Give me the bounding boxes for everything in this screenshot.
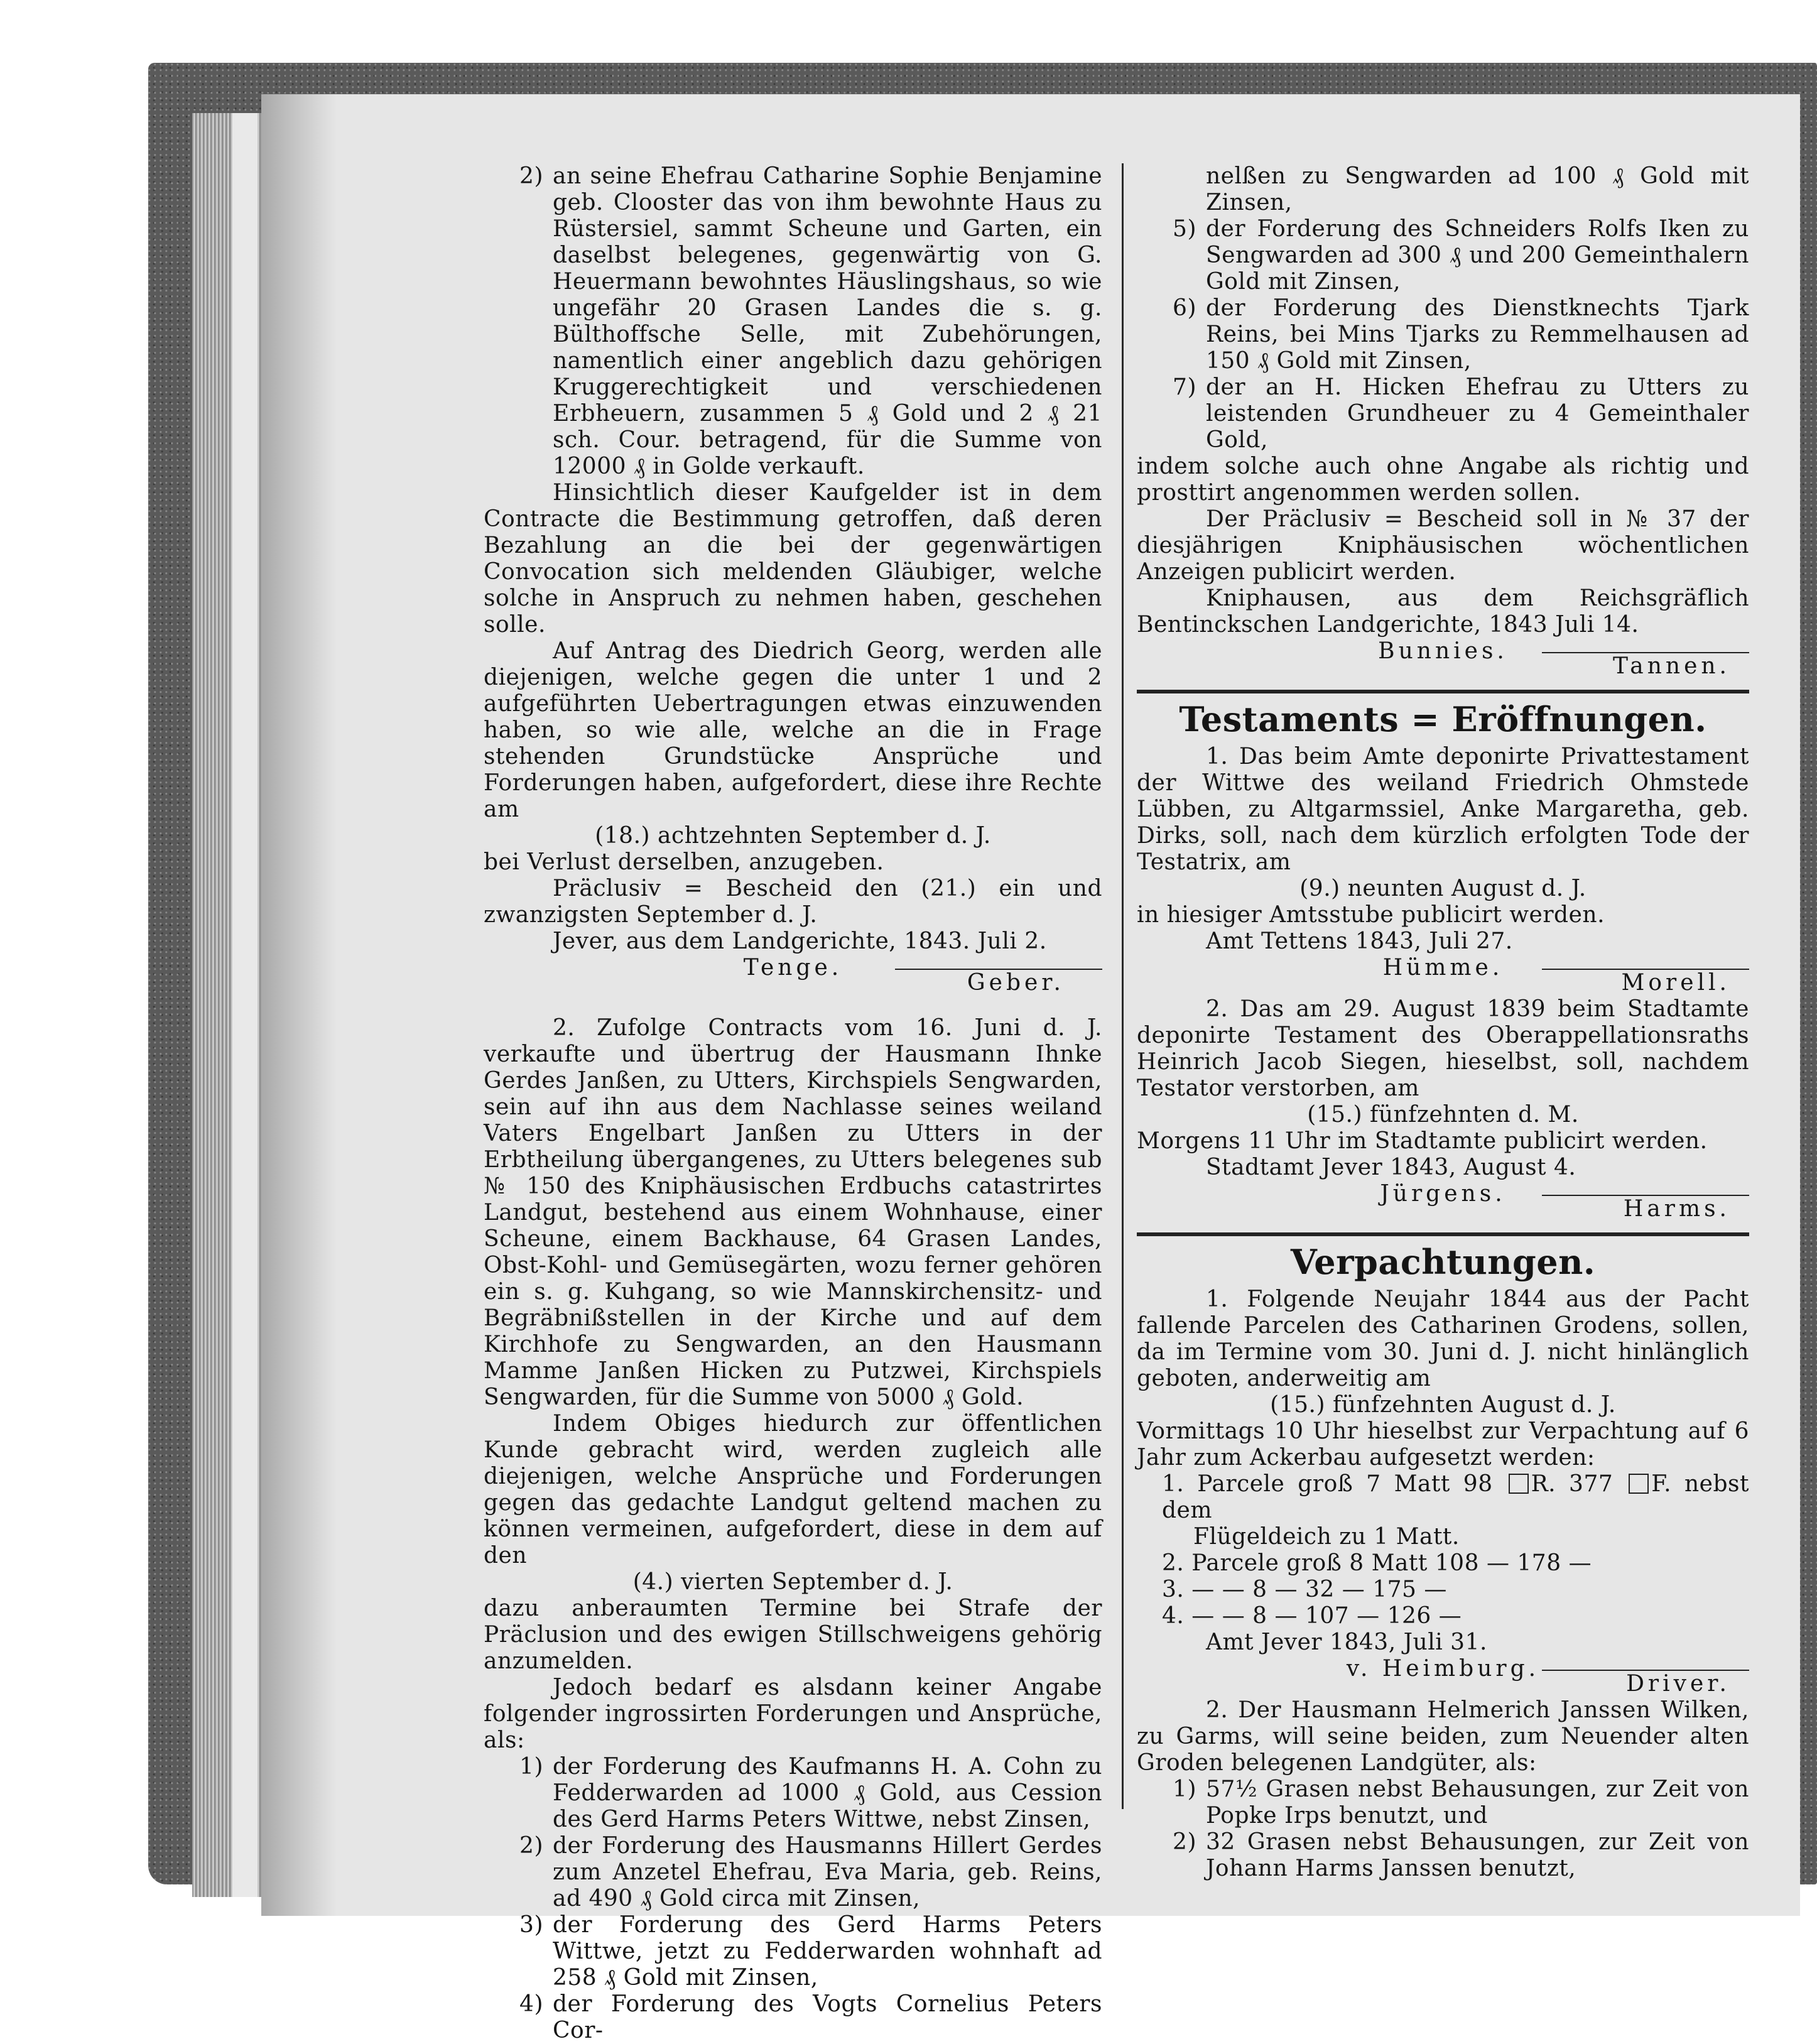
paragraph: dazu anberaumten Termine bei Strafe der Präclusion und des ewigen Stillschweigens gehörig anzumelden. xyxy=(484,1596,1102,1674)
list-item: 4) der Forderung des Vogts Cornelius Peters Cor- xyxy=(519,1991,1102,2043)
section-rule xyxy=(1137,1232,1749,1236)
paragraph: Vormittags 10 Uhr hieselbst zur Verpachtung auf 6 Jahr zum Ackerbau aufgesetzt werden: xyxy=(1137,1418,1749,1470)
paragraph: Präclusiv = Bescheid den (21.) ein und zwanzigsten September d. J. xyxy=(484,876,1102,928)
paragraph: 2. Der Hausmann Helmerich Janssen Wilken, zu Garms, will seine beiden, zum Neuender alten Groden belegenen Landgüter, als: xyxy=(1137,1697,1749,1776)
parcel-row: 2. Parcele groß 8 Matt 108 — 178 — xyxy=(1162,1550,1592,1576)
paragraph: 2. Zufolge Contracts vom 16. Juni d. J. verkaufte und übertrug der Hausmann Ihnke Gerdes Janßen, zu Utters, Kirchspiels Sengwarden, sein auf ihn aus dem Nachlasse seines weiland Vaters Engelbart Janßen zu Utters in der Erbtheilung übergangenes, zu Utters belegenes sub № 150 des Kniphäusischen Erdbuchs catastrirtes Landgut, bestehend aus einem Wohnhause, einer Scheune, einem Backhause, 64 Grasen Landes, Obst-Kohl- und Gemüsegärten, wozu ferner gehören ein s. g. Kuhgang, so wie Mannskirchensitz- und Begräbnißstellen in der Kirche und auf dem Kirchhofe zu Sengwarden, an den Hausmann Mamme Janßen Hicken zu Putzwei, Kirchspiels Sengwarden, für die Summe von 5000 ₰ Gold. xyxy=(484,1015,1102,1410)
paragraph: Hinsichtlich dieser Kaufgelder ist in dem Contracte die Bestimmung getroffen, daß deren Bezahlung an die bei der gegenwärtigen Convocation sich meldenden Gläubiger, welche solche in Anspruch zu nehmen haben, geschehen solle. xyxy=(484,480,1102,638)
signature: Geber. xyxy=(967,970,1065,996)
place-date: Stadtamt Jever 1843, August 4. xyxy=(1206,1155,1576,1180)
signature: Hümme. xyxy=(1382,955,1504,981)
signature: Morell. xyxy=(1621,970,1730,996)
paragraph: 1. Das beim Amte deponirte Privattestament der Wittwe des weiland Friedrich Ohmstede Lübben, zu Altgarmssiel, Anke Margaretha, geb. Dirks, soll, nach dem kürzlich erfolgten Tode der Testatrix, am xyxy=(1137,744,1749,875)
paragraph: indem solche auch ohne Angabe als richtig und prosttirt angenommen werden sollen. xyxy=(1137,454,1749,506)
paragraph: in hiesiger Amtsstube publicirt werden. xyxy=(1137,902,1605,928)
place-date: Kniphausen, aus dem Reichsgräflich Bentinckschen Landgerichte, 1843 Juli 14. xyxy=(1137,585,1749,638)
paragraph: Morgens 11 Uhr im Stadtamte publicirt werden. xyxy=(1137,1128,1708,1154)
signature: Driver. xyxy=(1626,1671,1730,1697)
list-item: 1) 57½ Grasen nebst Behausungen, zur Zeit von Popke Irps benutzt, und xyxy=(1173,1776,1749,1829)
section-heading: Verpachtungen. xyxy=(1290,1242,1596,1282)
list-item: 7) der an H. Hicken Ehefrau zu Utters zu leistenden Grundheuer zu 4 Gemeinthaler Gold, xyxy=(1173,374,1749,453)
date-line: (18.) achtzehnten September d. J. xyxy=(595,823,991,849)
paragraph: Der Präclusiv = Bescheid soll in № 37 der diesjährigen Kniphäusischen wöchentlichen Anzeigen publicirt werden. xyxy=(1137,506,1749,585)
item-text: an seine Ehefrau Catharine Sophie Benjamine geb. Clooster das von ihm bewohnte Haus zu Rüstersiel, sammt Scheune und Garten, ein daselbst belegenes, gegenwärtig von G. Heuermann bewohntes Häuslingshaus, so wie ungefähr 20 Grasen Landes die s. g. Bülthoffsche Selle, mit Zubehörungen, namentlich einer angeblich dazu gehörigen Kruggerechtigkeit und verschiedenen Erbheuern, zusammen 5 ₰ Gold und 2 ₰ 21 sch. Cour. betragend, für die Summe von 12000 ₰ in Golde verkauft. xyxy=(553,163,1102,479)
square-symbol-icon xyxy=(1629,1474,1649,1494)
list-item xyxy=(484,163,1102,480)
signature: Tenge. xyxy=(743,955,843,981)
paragraph: 1. Folgende Neujahr 1844 aus der Pacht fallende Parcelen des Catharinen Grodens, sollen, da im Termine vom 30. Juni d. J. nicht hinlänglich geboten, anderweitig am xyxy=(1137,1286,1749,1391)
parcel-row: 4. — — 8 — 107 — 126 — xyxy=(1162,1603,1462,1629)
page-edge-inner xyxy=(232,113,258,1897)
place-date: Amt Jever 1843, Juli 31. xyxy=(1206,1629,1487,1655)
list-item: 5) der Forderung des Schneiders Rolfs Iken zu Sengwarden ad 300 ₰ und 200 Gemeinthalern Gold mit Zinsen, xyxy=(1173,216,1749,295)
spine-shadow xyxy=(261,94,337,1916)
signature: Harms. xyxy=(1623,1196,1730,1222)
parcel-row: 1. Parcele groß 7 Matt 98 R. 377 F. nebst dem xyxy=(1162,1471,1749,1523)
paragraph: 2. Das am 29. August 1839 beim Stadtamte deponirte Testament des Oberappellationsraths Heinrich Jacob Siegen, hieselbst, soll, nachdem Testator verstorben, am xyxy=(1137,996,1749,1101)
left-column xyxy=(484,163,1102,2044)
paragraph: Indem Obiges hiedurch zur öffentlichen Kunde gebracht wird, werden zugleich alle diejenigen, welche Ansprüche und Forderungen gegen das gedachte Landgut geltend machen zu können vermeinen, aufgefordert, diese in dem auf den xyxy=(484,1411,1102,1568)
place-date: Amt Tettens 1843, Juli 27. xyxy=(1206,928,1513,954)
paragraph: Auf Antrag des Diedrich Georg, werden alle diejenigen, welche gegen die unter 1 und 2 aufgeführten Uebertragungen etwas einzuwenden haben, so wie alle, welche an die in Frage stehenden Grundstücke Ansprüche und Forderungen haben, aufgefordert, diese ihre Rechte am xyxy=(484,638,1102,822)
continuation-text: nelßen zu Sengwarden ad 100 ₰ Gold mit Zinsen, xyxy=(1206,163,1749,215)
section-rule xyxy=(1137,690,1749,693)
date-line: (9.) neunten August d. J. xyxy=(1299,876,1586,901)
right-column xyxy=(1137,163,1749,1882)
date-line: (15.) fünfzehnten August d. J. xyxy=(1270,1392,1616,1418)
paragraph: bei Verlust derselben, anzugeben. xyxy=(484,849,884,875)
section-heading: Testaments = Eröffnungen. xyxy=(1179,699,1707,739)
square-symbol-icon xyxy=(1509,1474,1529,1494)
date-line: (15.) fünfzehnten d. M. xyxy=(1307,1102,1579,1128)
parcel-row: Flügeldeich zu 1 Matt. xyxy=(1193,1524,1460,1550)
list-item: 2) 32 Grasen nebst Behausungen, zur Zeit von Johann Harms Janssen benutzt, xyxy=(1173,1829,1749,1881)
item-number: 2) xyxy=(519,163,543,189)
column-divider xyxy=(1122,163,1124,1809)
list-item: 3) der Forderung des Gerd Harms Peters Wittwe, jetzt zu Fedderwarden wohnhaft ad 258 ₰ Gold mit Zinsen, xyxy=(519,1912,1102,1991)
date-line: (4.) vierten September d. J. xyxy=(632,1569,953,1595)
list-item: 2) der Forderung des Hausmanns Hillert Gerdes zum Anzetel Ehefrau, Eva Maria, geb. Reins, ad 490 ₰ Gold circa mit Zinsen, xyxy=(519,1833,1102,1911)
signature: v. Heimburg. xyxy=(1346,1656,1540,1682)
signature: Jürgens. xyxy=(1380,1181,1506,1207)
signature: Tannen. xyxy=(1613,653,1730,679)
parcel-row: 3. — — 8 — 32 — 175 — xyxy=(1162,1577,1447,1602)
list-item: 6) der Forderung des Dienstknechts Tjark Reins, bei Mins Tjarks zu Remmelhausen ad 150 ₰ Gold mit Zinsen, xyxy=(1173,295,1749,374)
list-item: 1) der Forderung des Kaufmanns H. A. Cohn zu Fedderwarden ad 1000 ₰ Gold, aus Cession des Gerd Harms Peters Wittwe, nebst Zinsen, xyxy=(519,1754,1102,1832)
paragraph: Jedoch bedarf es alsdann keiner Angabe folgender ingrossirten Forderungen und Ansprüche, als: xyxy=(484,1675,1102,1753)
place-date: Jever, aus dem Landgerichte, 1843. Juli 2. xyxy=(553,928,1047,954)
signature: Bunnies. xyxy=(1378,638,1508,664)
